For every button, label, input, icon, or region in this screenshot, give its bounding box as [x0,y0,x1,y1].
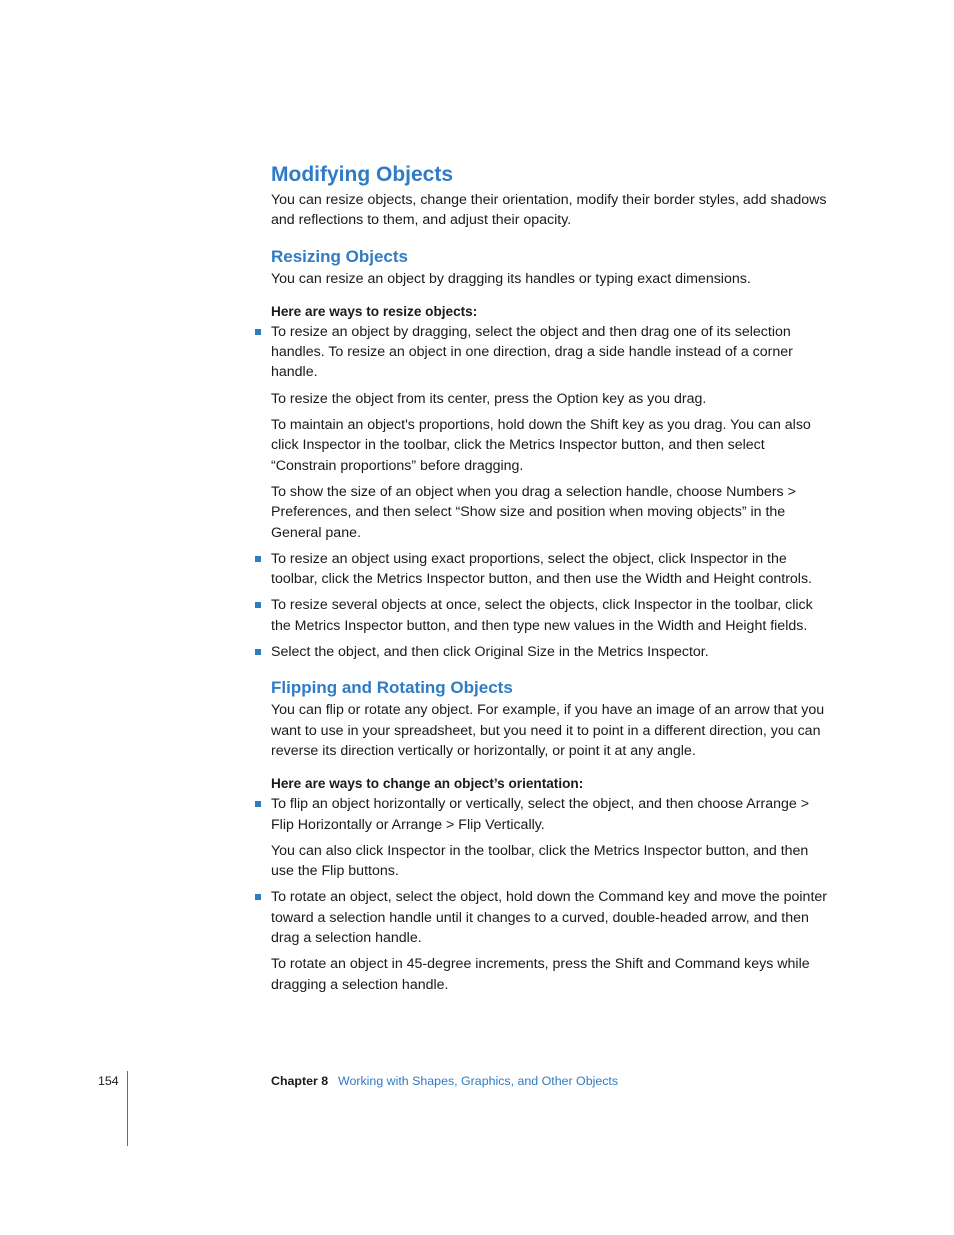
list-item-text: To resize an object by dragging, select the object and then drag one of its selection handles. To resize an object in one direction, drag a side handle instead of a corner handle. [271,323,793,381]
square-bullet-icon [255,894,261,900]
paragraph: You can also click Inspector in the toolbar, click the Metrics Inspector button, and then use the Flip buttons. [271,842,809,880]
paragraph: To rotate an object in 45-degree increments, press the Shift and Command keys while dragging a selection handle. [271,956,810,993]
list-item-text: To resize several objects at once, select the objects, click Inspector in the toolbar, click the Metrics Inspector button, and then type new values in the Width and Height fields. [271,597,813,634]
square-bullet-icon [255,602,261,608]
paragraph: To show the size of an object when you drag a selection handle, choose Numbers > Preferences, and then select “Show size and position when moving objects” in the General pane. [271,483,796,541]
list-item-text: To rotate an object, select the object, hold down the Command key and move the pointer toward a selection handle until it changes to a curved, double-headed arrow, and then drag a selection handle. [271,889,828,947]
subsection-title-flipping: Flipping and Rotating Objects [271,678,513,698]
list-item-text: To flip an object horizontally or vertically, select the object, and then choose Arrange > Flip Horizontally or Arrange > Flip Vertically. [271,796,809,833]
list-item-text: To resize an object using exact proportions, select the object, click Inspector in the toolbar, click the Metrics Inspector button, and then use the Width and Height controls. [271,550,812,588]
footer-divider [127,1071,128,1146]
page-number: 154 [98,1074,119,1088]
list-item [271,595,831,636]
list-item [271,887,831,948]
page-content [271,160,831,995]
square-bullet-icon [255,329,261,335]
flipping-lead: Here are ways to change an object’s orientation: [271,776,584,792]
section-title: Modifying Objects [271,163,454,186]
subsection-title-resizing: Resizing Objects [271,246,408,266]
square-bullet-icon [255,556,261,562]
resizing-lead: Here are ways to resize objects: [271,303,478,319]
resizing-intro: You can resize an object by dragging its handles or typing exact dimensions. [271,270,751,287]
list-item-text: Select the object, and then click Original Size in the Metrics Inspector. [271,644,709,661]
square-bullet-icon [255,801,261,807]
list-item [271,642,831,662]
list-item [271,794,831,835]
paragraph: To maintain an object's proportions, hold down the Shift key as you drag. You can also click Inspector in the toolbar, click the Metrics Inspector button, and then select “Constrain proportions” before dragging. [271,417,811,474]
paragraph: To resize the object from its center, press the Option key as you drag. [271,390,707,407]
square-bullet-icon [255,649,261,655]
chapter-title: Working with Shapes, Graphics, and Other Objects [338,1074,619,1088]
list-item [271,322,831,383]
section-intro: You can resize objects, change their orientation, modify their border styles, add shadows and reflections to them, and adjust their opacity. [271,192,827,229]
chapter-label: Chapter 8 [271,1074,329,1088]
list-item [271,549,831,590]
flipping-intro: You can flip or rotate any object. For example, if you have an image of an arrow that you want to use in your spreadsheet, but you need it to point in a different direction, you can reverse its direction vertically or horizontally, or point it at any angle. [271,702,825,759]
